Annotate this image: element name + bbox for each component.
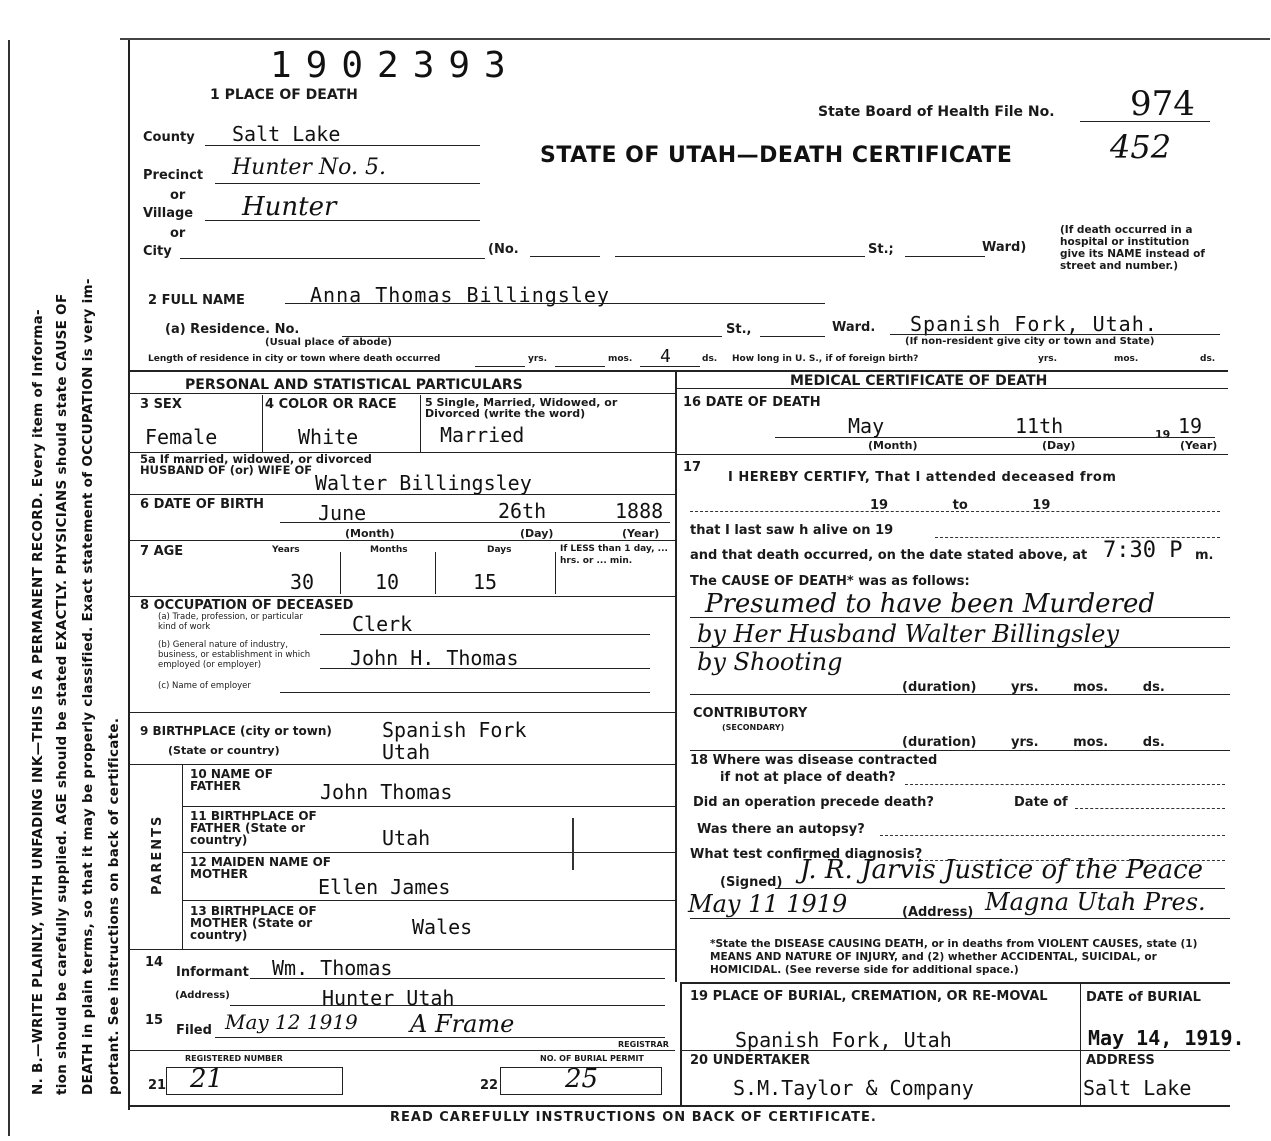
precinct-line [215,183,480,184]
last-saw-text: that I last saw h alive on 19 [690,523,894,538]
city-no-label: (No. [488,242,519,257]
how-long-yrs: yrs. [1038,354,1058,364]
residence-st-line [760,336,825,337]
burial-row-line [680,1050,1230,1051]
age-days-value: 15 [473,570,498,594]
length-mos-line [555,366,605,367]
medical-address-label: (Address) [902,905,974,920]
cause-line-2: by Her Husband Walter Billingsley [697,620,1120,648]
certificate-number: 1902393 [270,45,520,86]
death-year-caption: (Year) [1180,439,1218,452]
how-long-mos: mos. [1114,354,1139,364]
death-day: 11th [1015,414,1064,438]
how-long-ds: ds. [1200,354,1216,364]
cause-line-3: by Shooting [697,648,843,676]
date-of-label: Date of [1014,795,1068,810]
village-value: Hunter [242,192,337,222]
medical-section-title: MEDICAL CERTIFICATE OF DEATH [790,373,1048,389]
age-years-label: Years [272,545,300,555]
medical-row-divider-1 [675,454,1228,455]
death-date-line [775,437,1215,438]
birthplace-city: Spanish Fork [382,718,527,742]
occupation-a-label: (a) Trade, profession, or particular kind of work [158,612,303,632]
registered-number-value: 21 [190,1064,224,1094]
occupation-label: 8 OCCUPATION OF DECEASED [140,598,354,613]
burial-date-label: DATE of BURIAL [1086,990,1201,1005]
or-label-2: or [170,226,186,241]
test-label: What test confirmed diagnosis? [690,847,923,862]
informant-value: Wm. Thomas [272,956,393,980]
age-years-value: 30 [290,570,315,594]
occupation-b-line [320,668,650,669]
village-line [205,220,480,221]
registrar-label: REGISTRAR [618,1040,669,1049]
row-divider-6 [128,764,675,765]
usual-place-caption: (Usual place of abode) [265,337,392,348]
length-mos: mos. [608,354,633,364]
color-label: 4 COLOR OR RACE [265,397,397,412]
city-label: City [143,244,172,259]
margin-line-3: DEATH in plain terms, so that it may be properly classified. Exact statement of OCCUPATION is very im- [80,278,96,1095]
informant-address-line [230,1005,665,1006]
row-divider-8 [128,1050,675,1051]
residence-value: Spanish Fork, Utah. [910,312,1158,336]
residence-st-label: St., [726,322,752,337]
column-divider [675,372,677,982]
registrar-signature: A Frame [410,1010,515,1038]
occurred-text: and that death occurred, on the date stated above, at [690,548,1088,563]
color-divider [420,395,421,453]
sex-value: Female [145,425,218,449]
dob-label: 6 DATE OF BIRTH [140,497,265,512]
age-months-label: Months [370,545,408,555]
marital-value: Married [440,423,525,447]
footer-instructions: READ CAREFULLY INSTRUCTIONS ON BACK OF CERTIFICATE. [390,1110,877,1125]
length-days-value: 4 [660,346,671,367]
or-label-1: or [170,188,186,203]
age-days-label: Days [487,545,512,555]
autopsy-rule [880,835,1225,836]
burial-permit-label: NO. OF BURIAL PERMIT [540,1054,644,1063]
residence-label: (a) Residence. No. [165,322,300,337]
section-divider-top [128,370,1228,372]
operation-label: Did an operation precede death? [693,795,934,810]
item-18-label: 18 Where was disease contracted [690,753,938,768]
marital-label: 5 Single, Married, Widowed, or Divorced (write the word) [425,396,618,420]
filed-line [215,1037,665,1038]
item-17-number: 17 [683,460,702,475]
nonresident-note: (If non-resident give city or town and State) [905,336,1155,347]
occupation-a-value: Clerk [352,612,413,636]
length-yrs: yrs. [528,354,548,364]
duration-line-2: (duration) yrs. mos. ds. [902,735,1165,750]
margin-line-4: portant. See instructions on back of certificate. [106,717,122,1095]
certificate-title: STATE OF UTAH—DEATH CERTIFICATE [540,143,1013,168]
column-divider-lower [680,982,682,1107]
undertaker-value: S.M.Taylor & Company [733,1076,974,1100]
birthplace-label: 9 BIRTHPLACE (city or town) [140,724,332,738]
medical-footnote: *State the DISEASE CAUSING DEATH, or in deaths from VIOLENT CAUSES, state (1) MEANS AND NATURE OF INJURY, and (2) whether ACCIDENTAL, SUICIDAL, or HOMICIDAL. (See reverse side for additional space.) [710,938,1198,976]
mother-bp-label: 13 BIRTHPLACE OF MOTHER (State or country) [190,904,317,942]
burial-permit-value: 25 [565,1064,599,1094]
spouse-label: 5a If married, widowed, or divorced HUSBAND OF (or) WIFE OF [140,452,372,477]
death-date-label: 16 DATE OF DEATH [683,395,821,410]
father-name-label: 10 NAME OF FATHER [190,767,273,793]
county-value: Salt Lake [232,122,341,146]
dob-month-caption: (Month) [345,527,395,540]
cause-rule-1 [690,617,1230,618]
medical-address-rule [690,918,1230,919]
undertaker-label: 20 UNDERTAKER [690,1053,811,1068]
contributory-label: CONTRIBUTORY [693,706,808,721]
mother-name-label: 12 MAIDEN NAME OF MOTHER [190,855,331,881]
row-divider-7 [128,949,675,950]
birthplace-state: Utah [382,740,431,764]
dob-day-caption: (Day) [520,527,554,540]
length-residence-label: Length of residence in city or town where death occurred [148,354,441,364]
row-divider-4 [128,596,675,597]
dob-year-caption: (Year) [622,527,660,540]
occupation-c-line [280,692,650,693]
medical-section-bottom [680,982,1230,984]
spouse-value: Walter Billingsley [315,471,532,495]
how-long-us-label: How long in U. S., if of foreign birth? [732,354,919,364]
occupation-b-value: John H. Thomas [350,646,519,670]
row-divider-5 [128,712,675,713]
father-bp-line [182,852,675,853]
contributory-rule [690,750,1230,751]
birthplace-state-label: (State or country) [168,744,280,757]
age-months-value: 10 [375,570,400,594]
residence-no-line [342,336,722,337]
attended-from-line: 19 to 19 [870,498,1051,513]
certify-text: I HEREBY CERTIFY, That I attended deceased from [728,470,1117,485]
city-ward-line [905,256,985,257]
full-name-label: 2 FULL NAME [148,293,245,308]
father-bp-value: Utah [382,826,431,850]
informant-number: 14 [145,955,164,970]
duration-line-1: (duration) yrs. mos. ds. [902,680,1165,695]
personal-title-line [128,393,675,394]
informant-line [250,978,665,979]
signed-date: May 11 1919 [688,890,848,918]
city-line [180,258,485,259]
pencil-mark [572,818,574,870]
physician-signature: J. R. Jarvis Justice of the Peace [800,855,1204,885]
informant-address: Hunter Utah [322,986,455,1010]
death-month-caption: (Month) [868,439,918,452]
cause-label: The CAUSE OF DEATH* was as follows: [690,574,970,589]
dob-month: June [318,501,367,525]
file-no-line [1080,121,1210,122]
length-yrs-line [475,366,525,367]
file-no: 974 [1130,84,1195,124]
full-name-line [285,303,825,304]
signed-label: (Signed) [720,875,783,890]
age-less-label: If LESS than 1 day, ... hrs. or ... min. [560,544,668,566]
attended-from-rule [690,511,1220,512]
sex-label: 3 SEX [140,397,182,412]
medical-address: Magna Utah Pres. [985,888,1206,916]
death-month: May [848,414,885,438]
age-label: 7 AGE [140,544,184,559]
occupation-b-label: (b) General nature of industry, business, or establishment in which employed (or employer) [158,640,311,670]
secondary-label: (SECONDARY) [722,723,785,732]
place-of-death-label: 1 PLACE OF DEATH [210,87,358,103]
not-at-place-label: if not at place of death? [720,770,896,785]
burial-place-label: 19 PLACE OF BURIAL, CREMATION, OR RE-MOVAL [690,989,1048,1004]
parents-divider [182,764,183,949]
registered-number-label: REGISTERED NUMBER [185,1054,283,1063]
informant-label: Informant [176,965,249,980]
reg-no-prefix: 21 [148,1078,167,1093]
cause-rule-3 [690,694,1230,695]
informant-address-label: (Address) [175,990,230,1001]
city-no-line [530,256,600,257]
age-divider-3 [555,552,556,594]
death-time: 7:30 P [1103,538,1183,563]
death-year: 19 [1178,414,1203,438]
medical-title-line [675,388,1228,389]
burial-address-label: ADDRESS [1086,1053,1155,1068]
hospital-note: (If death occurred in a hospital or institution give its NAME instead of street and number.) [1060,224,1205,272]
permit-prefix: 22 [480,1078,499,1093]
top-edge-strip [120,38,1270,40]
city-street-line [615,256,865,257]
county-line [205,145,480,146]
dob-line [280,522,670,523]
death-year-prefix: 19 [1155,428,1171,441]
filed-number: 15 [145,1013,164,1028]
file-no-2: 452 [1110,128,1172,166]
city-st-label: St.; [868,242,894,257]
mother-name-line [182,900,675,901]
row-divider-2 [128,494,675,495]
row-divider-3 [128,540,675,541]
length-ds-line [640,366,700,367]
dob-day: 26th [498,499,547,523]
personal-section-title: PERSONAL AND STATISTICAL PARTICULARS [185,377,523,393]
autopsy-label: Was there an autopsy? [697,822,865,837]
precinct-value: Hunter No. 5. [232,155,386,180]
residence-ward-label: Ward. [832,320,876,335]
father-bp-label: 11 BIRTHPLACE OF FATHER (State or country) [190,809,317,847]
form-bottom-line [128,1105,1230,1107]
village-label: Village [143,206,194,221]
dob-year: 1888 [615,499,664,523]
father-name-value: John Thomas [320,780,453,804]
burial-place-value: Spanish Fork, Utah [735,1028,952,1052]
residence-ward-line [890,334,1220,335]
margin-line-2: tion should be carefully supplied. AGE should be stated EXACTLY. PHYSICIANS should state CAUSE OF [54,293,70,1095]
operation-rule [1075,808,1225,809]
cause-line-1: Presumed to have been Murdered [705,589,1156,619]
precinct-label: Precinct [143,168,204,183]
mother-name-value: Ellen James [318,875,451,899]
age-divider-1 [340,552,341,594]
death-time-m: m. [1195,548,1214,563]
filed-date: May 12 1919 [225,1010,358,1034]
age-divider-2 [435,552,436,594]
death-day-caption: (Day) [1042,439,1076,452]
burial-date-value: May 14, 1919. [1088,1026,1245,1050]
sex-divider [262,395,263,453]
city-ward-label: Ward) [982,240,1027,255]
burial-divider [1080,982,1081,1107]
occupation-c-label: (c) Name of employer [158,681,251,691]
burial-address-value: Salt Lake [1083,1076,1192,1100]
county-label: County [143,130,195,145]
parents-label: PARENTS [150,814,165,895]
length-ds: ds. [702,354,718,364]
not-at-place-rule [905,784,1225,785]
filed-label: Filed [176,1023,212,1038]
full-name-value: Anna Thomas Billingsley [310,283,610,307]
mother-bp-value: Wales [412,915,473,939]
father-row-line [182,806,675,807]
color-value: White [298,425,359,449]
file-no-label: State Board of Health File No. [818,104,1055,120]
margin-line-1: N. B.—WRITE PLAINLY, WITH UNFADING INK—THIS IS A PERMANENT RECORD. Every item of Informa- [30,309,46,1095]
occupation-a-line [320,634,650,635]
